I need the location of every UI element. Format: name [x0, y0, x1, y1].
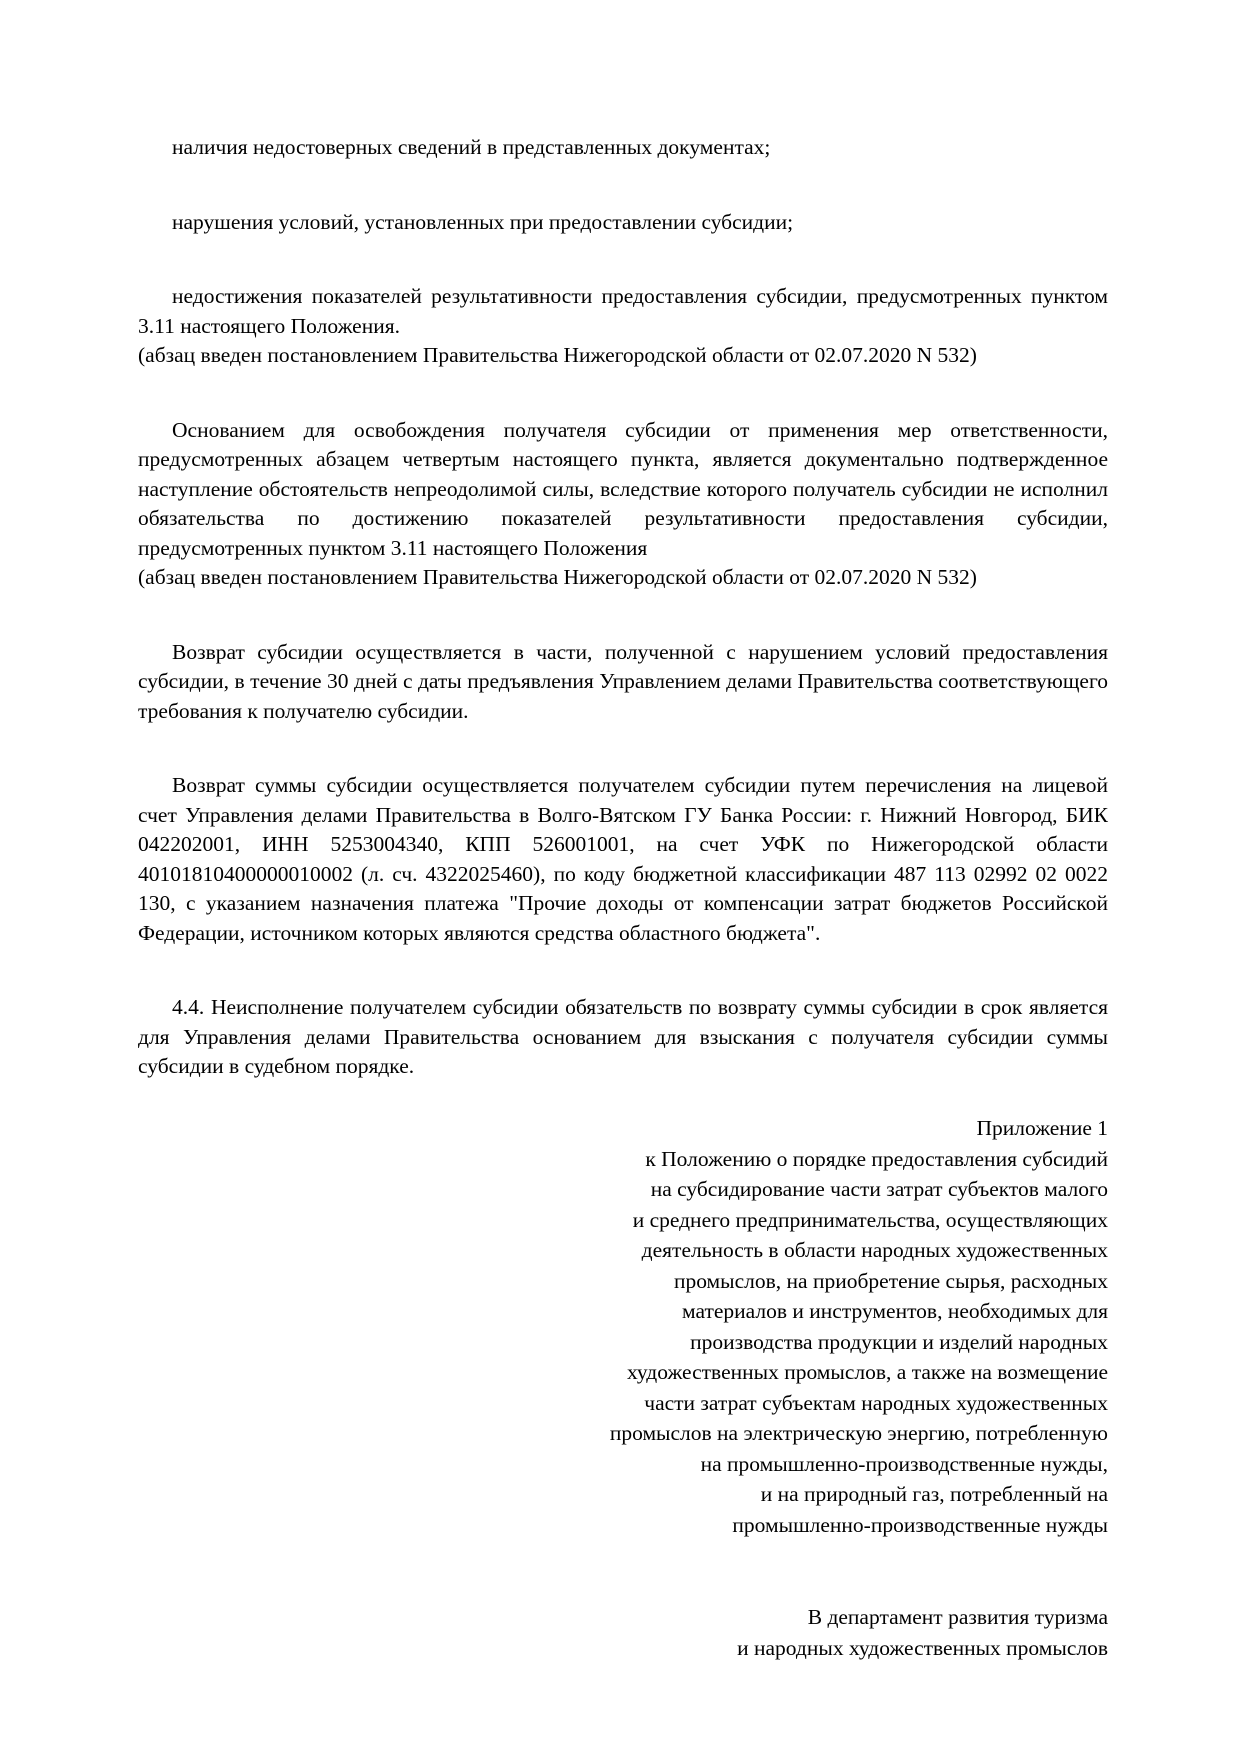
- paragraph-unreached-indicators: недостижения показателей результативности предоставления субсидии, предусмотренных пунктом 3.11 настоящего Положения.: [138, 284, 1108, 338]
- paragraph-spacer: [138, 237, 1108, 282]
- appendix-reference-line: материалов и инструментов, необходимых для: [682, 1299, 1108, 1323]
- appendix-reference-line: промыслов, на приобретение сырья, расходных: [673, 1268, 1108, 1293]
- paragraph-amendment-note-2: (абзац введен постановлением Правительства Нижегородской области от 02.07.2020 N 532): [138, 565, 977, 589]
- paragraph-false-information: наличия недостоверных сведений в представленных документах;: [172, 135, 771, 159]
- appendix-addressee-line: В департамент развития туризма: [807, 1605, 1108, 1629]
- paragraph-clause-4-4: 4.4. Неисполнение получателем субсидии обязательств по возврату суммы субсидии в срок является для Управления делами Правительства основанием для взыскания с получателя субсидии суммы субсидии в судебном порядке.: [138, 995, 1108, 1078]
- appendix-reference-line: промышленно-производственные нужды: [732, 1512, 1108, 1537]
- appendix-reference-line: производства продукции и изделий народных: [690, 1329, 1108, 1354]
- appendix-reference-line: части затрат субъектам народных художественных: [644, 1390, 1108, 1415]
- paragraph-spacer: [138, 371, 1108, 416]
- paragraph-spacer: [138, 948, 1108, 993]
- appendix-title: Приложение 1: [976, 1116, 1108, 1140]
- paragraph-force-majeure: Основанием для освобождения получателя субсидии от применения мер ответственности, предусмотренных абзацем четвертым настоящего пункта, является документально подтвержденное наступление обстоятельств непреодолимой силы, вследствие которого получатель субсидии не исполнил обязательства по достижению показателей результативности предоставления субсидии, предусмотренных пунктом 3.11 настоящего Положения: [138, 417, 1108, 560]
- paragraph-return-terms: Возврат субсидии осуществляется в части, полученной с нарушением условий предоставления субсидии, в течение 30 дней с даты предъявления Управлением делами Правительства соответствующего требования к получателю субсидии.: [138, 639, 1108, 723]
- appendix-reference-line: на промышленно-производственные нужды,: [700, 1451, 1108, 1476]
- appendix-reference-line: художественных промыслов, а также на возмещение: [626, 1360, 1108, 1384]
- appendix-reference-line: и среднего предпринимательства, осуществляющих: [632, 1207, 1108, 1232]
- paragraph-spacer: [138, 726, 1108, 771]
- appendix-reference-line: деятельность в области народных художественных: [641, 1238, 1108, 1262]
- appendix-reference-line: промыслов на электрическую энергию, потребленную: [609, 1421, 1108, 1445]
- paragraph-spacer: [138, 593, 1108, 638]
- document-body: [138, 133, 1108, 1082]
- appendix-block: [430, 1113, 1108, 1663]
- appendix-addressee: [430, 1602, 1108, 1663]
- paragraph-violation-conditions: нарушения условий, установленных при предоставлении субсидии;: [172, 209, 794, 234]
- paragraph-amendment-note-1: (абзац введен постановлением Правительства Нижегородской области от 02.07.2020 N 532): [138, 343, 977, 367]
- appendix-reference-line: к Положению о порядке предоставления субсидий: [645, 1146, 1108, 1171]
- paragraph-spacer: [138, 163, 1108, 208]
- paragraph-bank-details: Возврат суммы субсидии осуществляется получателем субсидии путем перечисления на лицевой счет Управления делами Правительства в Волго-Вятском ГУ Банка России: г. Нижний Новгород, БИК 042202001, ИНН 5253004340, КПП 526001001, на счет УФК по Нижегородской области 40101810400000010002 (л. сч. 4322025460), по коду бюджетной классификации 487 113 02992 02 0022 130, с указанием назначения платежа "Прочие доходы от компенсации затрат бюджетов Российской Федерации, источником которых являются средства областного бюджета".: [138, 773, 1108, 945]
- appendix-reference-line: и на природный газ, потребленный на: [760, 1482, 1108, 1506]
- appendix-reference: [430, 1144, 1108, 1541]
- appendix-reference-line: на субсидирование части затрат субъектов малого: [650, 1177, 1108, 1201]
- appendix-addressee-line: и народных художественных промыслов: [737, 1635, 1108, 1660]
